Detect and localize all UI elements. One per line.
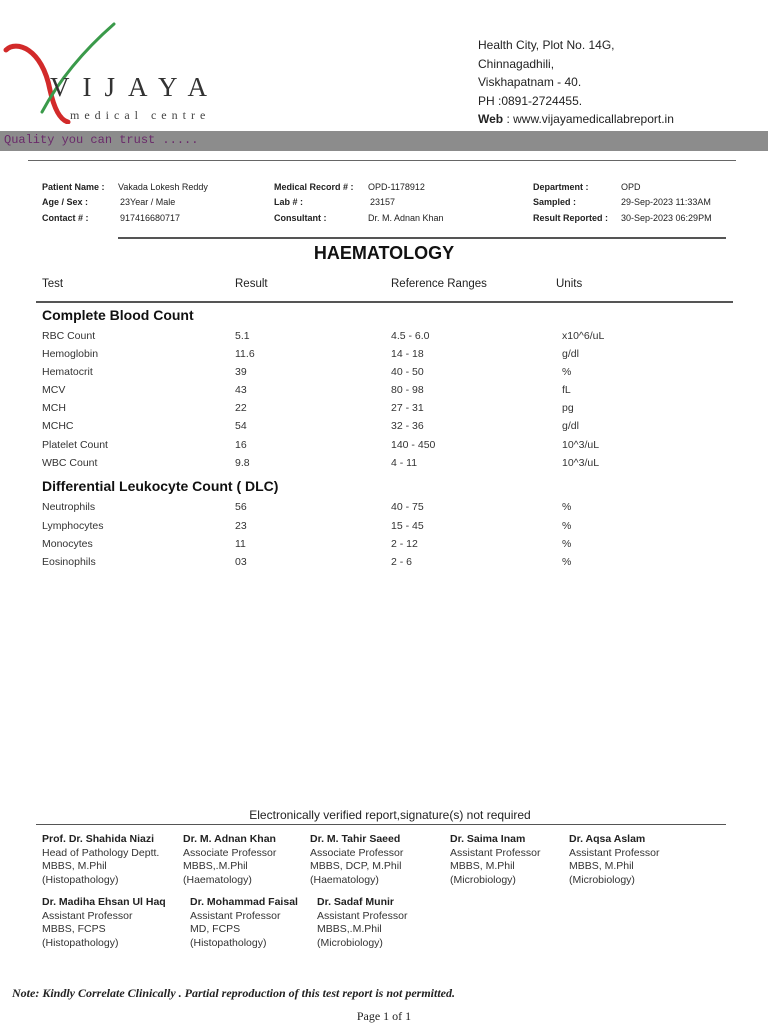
doctor-card	[183, 833, 276, 887]
doctor-title: Assistant Professor	[317, 909, 408, 922]
address-line: Health City, Plot No. 14G,	[478, 38, 615, 52]
column-header-units: Units	[556, 278, 583, 290]
table-row	[0, 348, 768, 366]
test-name: RBC Count	[42, 330, 96, 342]
department: OPD	[621, 182, 641, 192]
table-row	[0, 501, 768, 519]
test-reference: 140 - 450	[391, 439, 436, 451]
footer-note: Note: Kindly Correlate Clinically . Partial reproduction of this test report is not permitted.	[12, 986, 456, 1000]
test-unit: %	[562, 538, 572, 550]
test-name: Monocytes	[42, 538, 93, 550]
test-reference: 40 - 50	[391, 366, 424, 378]
doctor-title: Associate Professor	[183, 846, 277, 859]
doctor-title: Associate Professor	[310, 846, 404, 859]
consultant-label: Consultant :	[274, 213, 327, 223]
test-name: Hematocrit	[42, 366, 93, 378]
test-reference: 4.5 - 6.0	[391, 330, 430, 342]
table-row	[0, 520, 768, 538]
table-row	[0, 366, 768, 384]
doctor-dept: (Microbiology)	[317, 936, 383, 949]
doctor-degree: MBBS, M.Phil	[569, 860, 634, 872]
table-row	[0, 384, 768, 402]
patient-name-label: Patient Name :	[42, 182, 105, 192]
test-name: MCH	[42, 402, 66, 414]
test-unit: x10^6/uL	[562, 330, 605, 342]
test-result: 11.6	[235, 348, 255, 360]
verified-note: Electronically verified report,signature(s) not required	[249, 808, 531, 822]
table-header-divider	[36, 301, 733, 303]
test-result: 43	[235, 384, 247, 396]
table-row	[0, 538, 768, 556]
doctor-title: Assistant Professor	[569, 846, 660, 859]
test-result: 9.8	[235, 457, 250, 469]
test-name: Lymphocytes	[42, 520, 104, 532]
test-result: 03	[235, 556, 247, 568]
address-line: Chinnagadhili,	[478, 56, 555, 71]
test-reference: 4 - 11	[391, 457, 418, 469]
test-unit: %	[562, 501, 572, 513]
doctor-dept: (Histopathology)	[42, 936, 119, 949]
doctor-card	[317, 896, 407, 950]
test-unit: %	[562, 556, 572, 568]
web-url: : www.vijayamedicallabreport.in	[506, 112, 674, 126]
doctor-name: Dr. Saima Inam	[450, 833, 526, 845]
test-name: Hemoglobin	[42, 348, 99, 360]
report-title: HAEMATOLOGY	[313, 243, 455, 263]
page-number: Page 1 of 1	[356, 1009, 412, 1023]
lab-label: Lab # :	[274, 197, 304, 207]
test-name: Neutrophils	[42, 501, 96, 513]
test-result: 5.1	[235, 330, 250, 342]
doctor-dept: (Histopathology)	[190, 936, 267, 949]
clinic-logo	[2, 12, 242, 124]
test-result: 56	[235, 501, 247, 513]
doctor-name: Dr. Aqsa Aslam	[569, 833, 646, 845]
sampled-date: 29-Sep-2023 11:33AM	[621, 197, 711, 207]
test-name: MCV	[42, 384, 66, 396]
doctor-title: Assistant Professor	[450, 846, 541, 859]
test-reference: 15 - 45	[391, 520, 424, 532]
table-row	[0, 556, 768, 574]
footer-divider	[36, 824, 726, 825]
doctor-degree: MBBS,.M.Phil	[317, 923, 382, 935]
doctor-card	[450, 833, 540, 887]
table-row	[0, 330, 768, 348]
medical-record: OPD-1178912	[368, 182, 425, 192]
doctor-degree: MD, FCPS	[190, 923, 241, 935]
doctor-dept: (Microbiology)	[569, 873, 635, 886]
doctor-dept: (Haematology)	[183, 873, 252, 886]
test-result: 39	[235, 366, 247, 378]
test-unit: fL	[562, 384, 571, 396]
contact: 917416680717	[120, 213, 181, 223]
header-divider	[28, 160, 736, 161]
doctor-degree: MBBS, FCPS	[42, 923, 106, 935]
lab-number: 23157	[370, 197, 396, 207]
contact-label: Contact # :	[42, 213, 89, 223]
tagline: Quality you can trust .....	[4, 133, 199, 147]
clinic-name: VIJAYA	[50, 72, 221, 102]
reported-date: 30-Sep-2023 06:29PM	[621, 213, 712, 223]
doctor-card	[42, 833, 159, 887]
clinic-subtitle: medical centre	[70, 108, 211, 122]
column-header-reference: Reference Ranges	[391, 278, 487, 290]
doctor-title: Assistant Professor	[42, 909, 133, 922]
address-line: Viskhapatnam - 40.	[478, 75, 582, 89]
test-unit: pg	[562, 402, 574, 414]
test-result: 11	[235, 538, 246, 550]
test-unit: 10^3/uL	[562, 439, 600, 451]
reported-label: Result Reported :	[533, 213, 609, 223]
test-unit: g/dl	[562, 348, 579, 360]
doctor-title: Assistant Professor	[190, 909, 281, 922]
web-label: Web	[478, 112, 504, 126]
table-row	[0, 457, 768, 475]
info-divider	[118, 237, 726, 239]
doctor-card	[310, 833, 403, 887]
doctor-name: Dr. Mohammad Faisal	[190, 896, 298, 908]
doctor-degree: MBBS, M.Phil	[450, 860, 515, 872]
column-header-result: Result	[235, 278, 268, 290]
doctor-dept: (Histopathology)	[42, 873, 119, 886]
test-result: 22	[235, 402, 247, 414]
test-reference: 2 - 12	[391, 538, 418, 550]
test-name: MCHC	[42, 420, 74, 432]
test-reference: 14 - 18	[391, 348, 424, 360]
age-sex-label: Age / Sex :	[42, 197, 89, 207]
doctor-degree: MBBS,.M.Phil	[183, 860, 248, 872]
doctor-dept: (Haematology)	[310, 873, 379, 886]
table-row	[0, 420, 768, 438]
table-row	[0, 402, 768, 420]
test-result: 16	[235, 439, 247, 451]
doctor-card	[569, 833, 659, 887]
consultant: Dr. M. Adnan Khan	[368, 213, 444, 223]
test-reference: 40 - 75	[391, 501, 424, 513]
test-name: Eosinophils	[42, 556, 96, 568]
test-unit: %	[562, 520, 572, 532]
test-unit: g/dl	[562, 420, 579, 432]
doctor-name: Dr. M. Tahir Saeed	[310, 833, 401, 845]
test-result: 54	[235, 420, 247, 432]
test-reference: 2 - 6	[391, 556, 413, 568]
clinic-address	[478, 36, 674, 129]
test-name: Platelet Count	[42, 439, 108, 451]
doctor-name: Dr. Sadaf Munir	[317, 896, 395, 908]
doctor-name: Dr. Madiha Ehsan Ul Haq	[42, 896, 166, 908]
clinic-web	[478, 110, 674, 129]
test-reference: 80 - 98	[391, 384, 424, 396]
test-name: WBC Count	[42, 457, 98, 469]
column-header-test: Test	[42, 278, 64, 290]
section-title-dlc: Differential Leukocyte Count ( DLC)	[42, 478, 279, 494]
age-sex: 23Year / Male	[120, 197, 176, 207]
doctor-degree: MBBS, DCP, M.Phil	[310, 860, 402, 872]
section-title-cbc: Complete Blood Count	[42, 307, 194, 323]
doctor-name: Prof. Dr. Shahida Niazi	[42, 833, 155, 845]
doctor-name: Dr. M. Adnan Khan	[183, 833, 276, 845]
doctor-card	[42, 896, 166, 950]
test-unit: 10^3/uL	[562, 457, 600, 469]
clinic-phone: PH :0891-2724455.	[478, 93, 583, 108]
doctor-title: Head of Pathology Deptt.	[42, 846, 160, 859]
medical-record-label: Medical Record # :	[274, 182, 354, 192]
sampled-label: Sampled :	[533, 197, 577, 207]
test-reference: 32 - 36	[391, 420, 424, 432]
department-label: Department :	[533, 182, 589, 192]
doctor-dept: (Microbiology)	[450, 873, 516, 886]
doctor-card	[190, 896, 298, 950]
test-result: 23	[235, 520, 247, 532]
test-reference: 27 - 31	[391, 402, 424, 414]
test-unit: %	[562, 366, 572, 378]
patient-name: Vakada Lokesh Reddy	[118, 182, 208, 192]
table-row	[0, 439, 768, 457]
doctor-degree: MBBS, M.Phil	[42, 860, 107, 872]
